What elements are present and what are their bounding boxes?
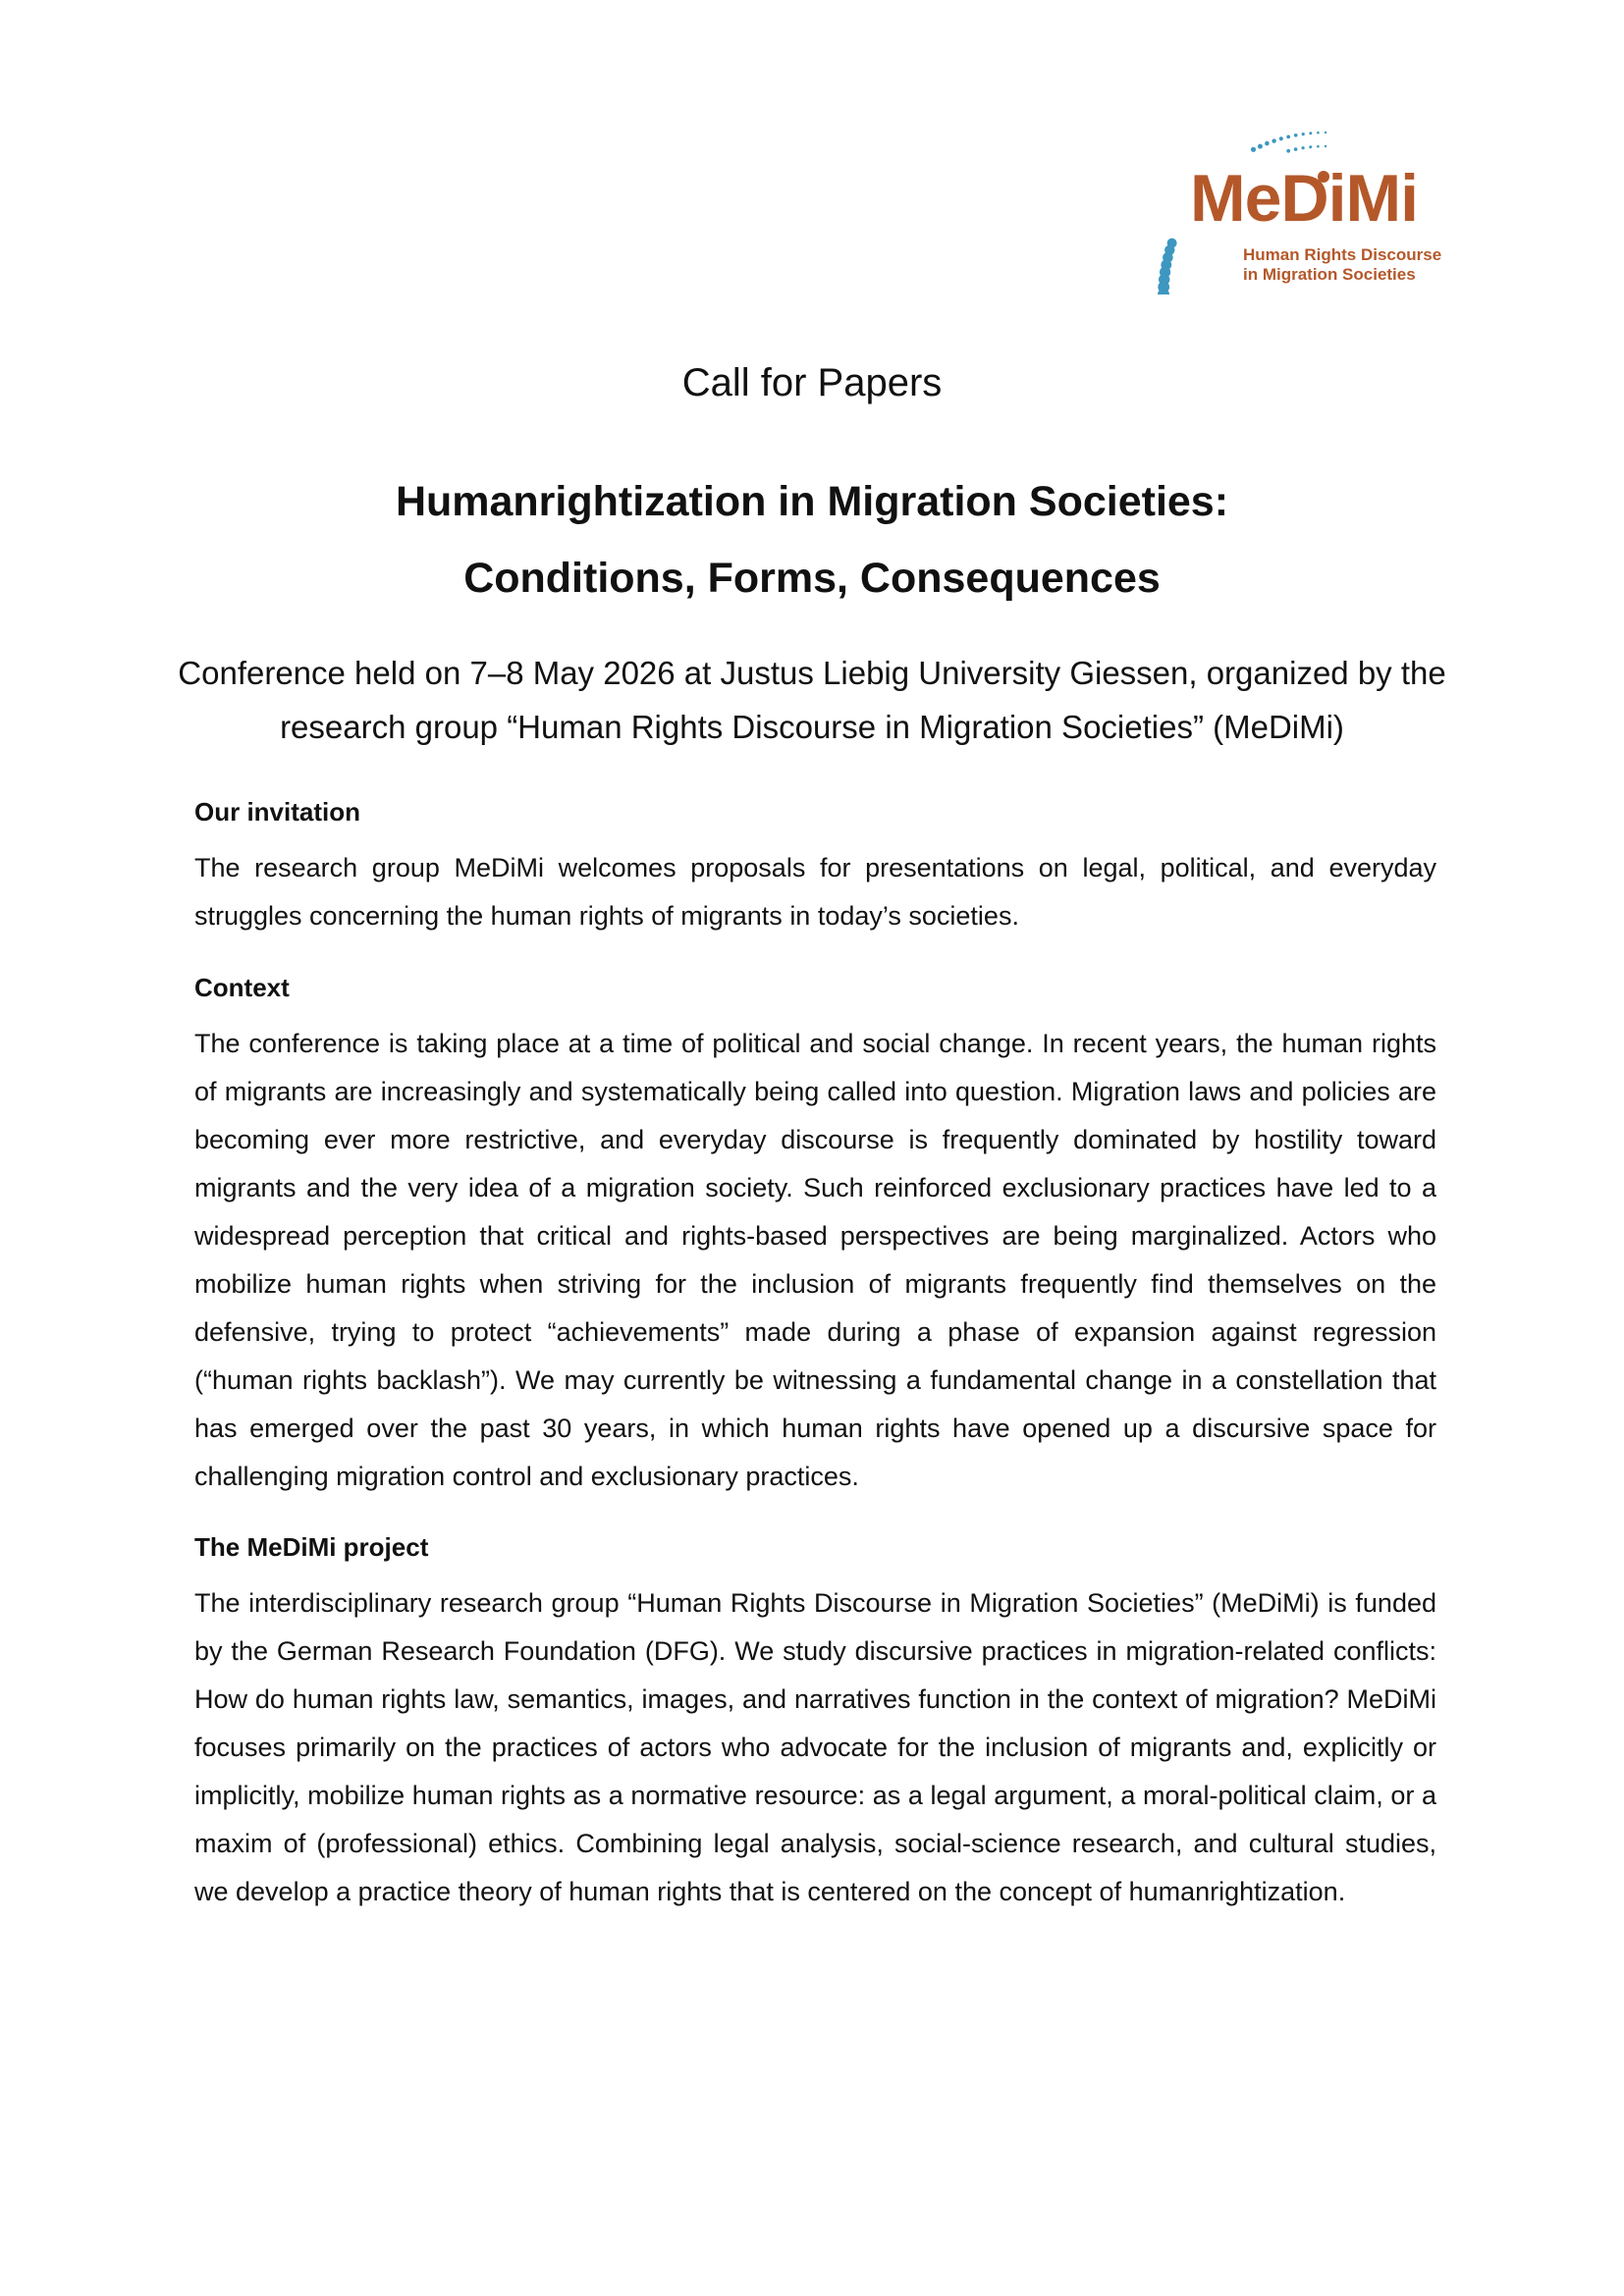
medimi-logo — [1080, 108, 1453, 294]
section-heading: The MeDiMi project — [194, 1532, 429, 1562]
logo-tagline-line1: Human Rights Discourse — [1243, 245, 1442, 264]
logo-dot — [1294, 147, 1298, 151]
logo-wordmark: MeDiMi — [1190, 161, 1418, 236]
logo-dot — [1279, 136, 1283, 140]
logo-dot — [1302, 133, 1305, 135]
logo-dot — [1272, 138, 1275, 142]
logo-dot — [1294, 133, 1298, 137]
logo-dot — [1265, 141, 1270, 146]
section-heading: Context — [194, 973, 290, 1002]
section-invitation — [194, 793, 1436, 940]
logo-dot — [1309, 145, 1312, 148]
logo-dot — [1286, 149, 1290, 153]
section-context — [194, 969, 1436, 1501]
section-body: The research group MeDiMi welcomes proposals for presentations on legal, political, and everyday struggles concerning the human rights of migrants in today’s societies. — [194, 853, 1436, 931]
conference-title — [0, 463, 1624, 616]
section-project — [194, 1528, 1436, 1916]
logo-dot — [1251, 147, 1256, 152]
logo-dot — [1302, 146, 1305, 149]
subtitle-line-1: Conference held on 7–8 May 2026 at Justus Liebig University Giessen, organized by the — [178, 655, 1446, 691]
title-line-2: Conditions, Forms, Consequences — [463, 555, 1161, 602]
section-body: The conference is taking place at a time of political and social change. In recent years, the human rights of migrants are increasingly and systematically being called into question. Migration laws and policies are becoming ever more restrictive, and everyday discourse is frequently dominated by hostility toward migrants and the very idea of a migration society. Such reinforced exclusionary practices have led to a widespread perception that critical and rights-based perspectives are being marginalized. Actors who mobilize human rights when striving for the inclusion of migrants frequently find themselves on the defensive, trying to protect “achievements” made during a phase of expansion against regression (“human rights backlash”). We may currently be witnessing a fundamental change in a constellation that has emerged over the past 30 years, in which human rights have opened up a discursive space for challenging migration control and exclusionary practices. — [194, 1029, 1436, 1491]
logo-dot — [1309, 132, 1312, 134]
conference-subtitle — [147, 646, 1477, 754]
logo-dot — [1317, 145, 1320, 148]
logo-dot — [1286, 135, 1290, 139]
logo-dot — [1258, 144, 1263, 149]
section-body: The interdisciplinary research group “Human Rights Discourse in Migration Societies” (MeDiMi) is funded by the German Research Foundation (DFG). We study discursive practices in migration-related conflicts: How do human rights law, semantics, images, and narratives function in the context of migration? MeDiMi focuses primarily on the practices of actors who advocate for the inclusion of migrants and, explicitly or implicitly, mobilize human rights as a normative resource: as a legal argument, a moral-political claim, or a maxim of (professional) ethics. Combining legal analysis, social-science research, and cultural studies, we develop a practice theory of human rights that is centered on the concept of humanrightization. — [194, 1588, 1436, 1906]
section-heading: Our invitation — [194, 797, 360, 827]
logo-tagline-line2: in Migration Societies — [1243, 265, 1416, 284]
logo-dot — [1325, 145, 1326, 147]
title-line-1: Humanrightization in Migration Societies: — [395, 478, 1229, 525]
logo-tagline — [1243, 245, 1441, 285]
logo-dot — [1325, 132, 1326, 133]
logo-dot — [1317, 132, 1320, 134]
subtitle-line-2: research group “Human Rights Discourse in Migration Societies” (MeDiMi) — [280, 709, 1344, 745]
call-for-papers-label: Call for Papers — [681, 361, 943, 404]
